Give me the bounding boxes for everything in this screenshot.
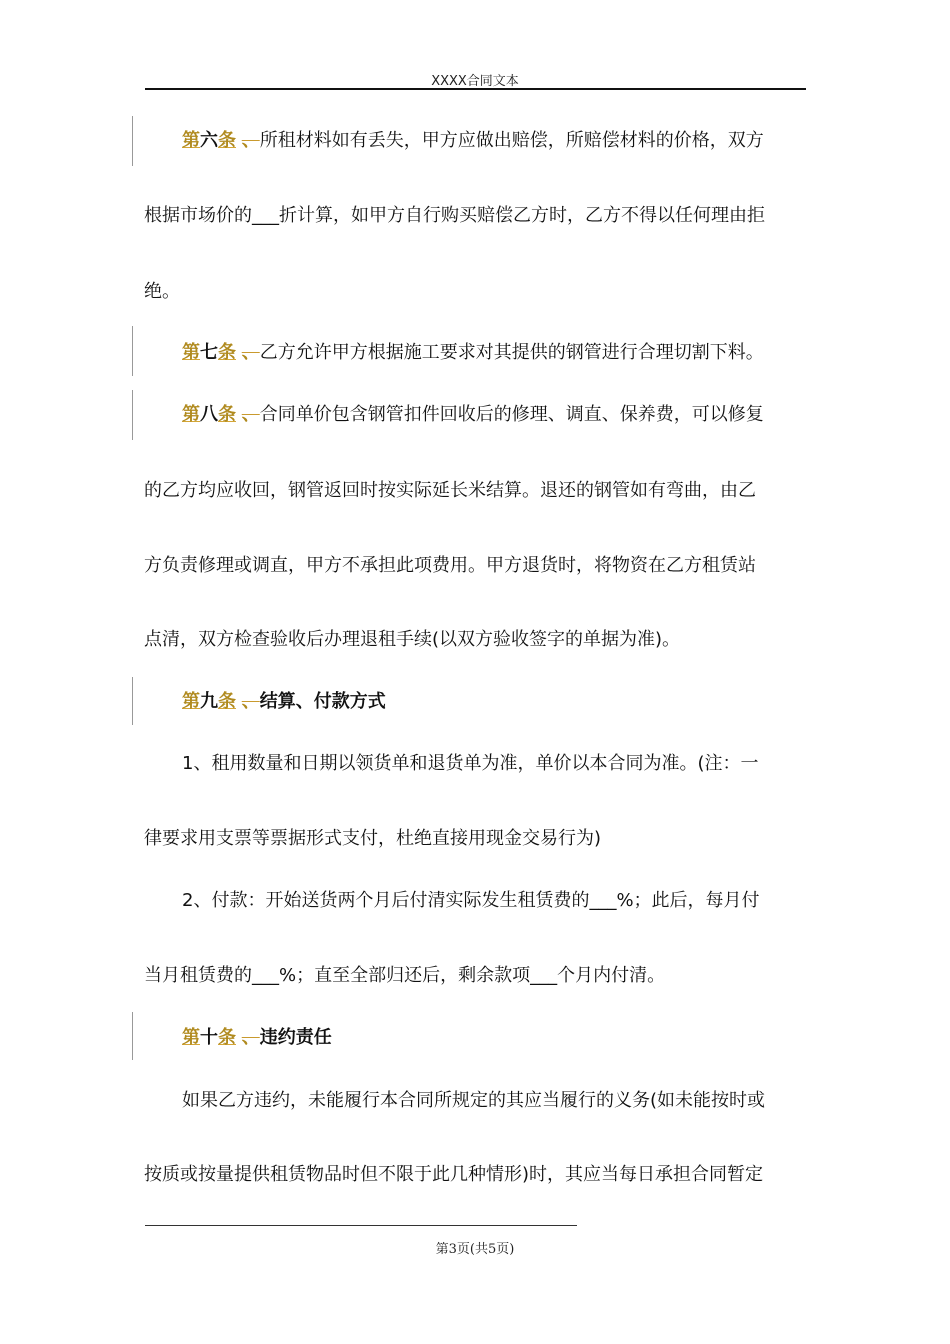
article-9-separator: 、 — [241, 691, 260, 712]
article-8-line-3: 方负责修理或调直，甲方不承担此项费用。甲方退货时，将物资在乙方租赁站 — [144, 555, 756, 576]
article-9-heading-line — [182, 690, 386, 714]
article-9-prefix-tiao: 条 — [218, 691, 236, 712]
article-9-item-1-cont: 律要求用支票等票据形式支付，杜绝直接用现金交易行为) — [144, 828, 602, 849]
article-8-text: 合同单价包含钢管扣件回收后的修理、调直、保养费，可以修复 — [259, 404, 764, 425]
article-8-prefix-tiao: 条 — [218, 404, 236, 425]
article-7-first-line — [182, 341, 764, 365]
article-7-prefix-tiao: 条 — [218, 342, 236, 363]
page-header-title: XXXX合同文本 — [431, 74, 519, 89]
article-10-prefix-di: 第 — [182, 1027, 200, 1048]
article-8-first-line — [182, 403, 764, 427]
article-9-prefix-di: 第 — [182, 691, 200, 712]
article-10-prefix-tiao: 条 — [218, 1027, 236, 1048]
article-7-number: 七 — [200, 342, 218, 363]
header-divider — [145, 88, 806, 90]
article-8-line-2: 的乙方均应收回，钢管返回时按实际延长米结算。退还的钢管如有弯曲，由乙 — [144, 480, 756, 501]
article-9-item-2-cont: 当月租赁费的___%；直至全部归还后，剩余款项___个月内付清。 — [144, 965, 666, 986]
article-8-separator: 、 — [241, 404, 260, 425]
article-8-number: 八 — [200, 404, 218, 425]
revision-bar — [132, 1012, 133, 1060]
article-6-number: 六 — [200, 130, 218, 151]
article-10-heading-line — [182, 1026, 332, 1050]
article-10-separator: 、 — [241, 1027, 260, 1048]
article-9-item-2: 2、付款：开始送货两个月后付清实际发生租赁费的___%；此后，每月付 — [182, 890, 760, 911]
article-7-text: 乙方允许甲方根据施工要求对其提供的钢管进行合理切割下料。 — [259, 342, 764, 363]
revision-bar — [132, 326, 133, 376]
article-6-prefix-di: 第 — [182, 130, 200, 151]
article-7-separator: 、 — [241, 342, 260, 363]
article-9-item-1: 1、租用数量和日期以领货单和退货单为准，单价以本合同为准。(注：一 — [182, 753, 759, 774]
article-7-prefix-di: 第 — [182, 342, 200, 363]
page-number-footer: 第3页(共5页) — [435, 1242, 515, 1257]
article-10-line-2: 按质或按量提供租赁物品时但不限于此几种情形)时，其应当每日承担合同暂定 — [144, 1164, 764, 1185]
article-6-line-3: 绝。 — [144, 281, 180, 302]
article-6-prefix-tiao: 条 — [218, 130, 236, 151]
article-6-line-2: 根据市场价的___折计算，如甲方自行购买赔偿乙方时，乙方不得以任何理由拒 — [144, 205, 765, 226]
article-6-first-line — [182, 129, 764, 153]
article-8-prefix-di: 第 — [182, 404, 200, 425]
article-6-text: 所租材料如有丢失，甲方应做出赔偿，所赔偿材料的价格，双方 — [259, 130, 764, 151]
article-9-heading: 结算、付款方式 — [259, 691, 386, 712]
revision-bar — [132, 677, 133, 725]
article-10-heading: 违约责任 — [259, 1027, 332, 1048]
article-6-separator: 、 — [241, 130, 260, 151]
article-10-number: 十 — [200, 1027, 218, 1048]
revision-bar — [132, 390, 133, 440]
article-10-line-1: 如果乙方违约，未能履行本合同所规定的其应当履行的义务(如未能按时或 — [182, 1090, 766, 1111]
article-8-line-4: 点清，双方检查验收后办理退租手续(以双方验收签字的单据为准)。 — [144, 629, 681, 650]
revision-bar — [132, 116, 133, 166]
footer-divider — [145, 1225, 577, 1226]
article-9-number: 九 — [200, 691, 218, 712]
